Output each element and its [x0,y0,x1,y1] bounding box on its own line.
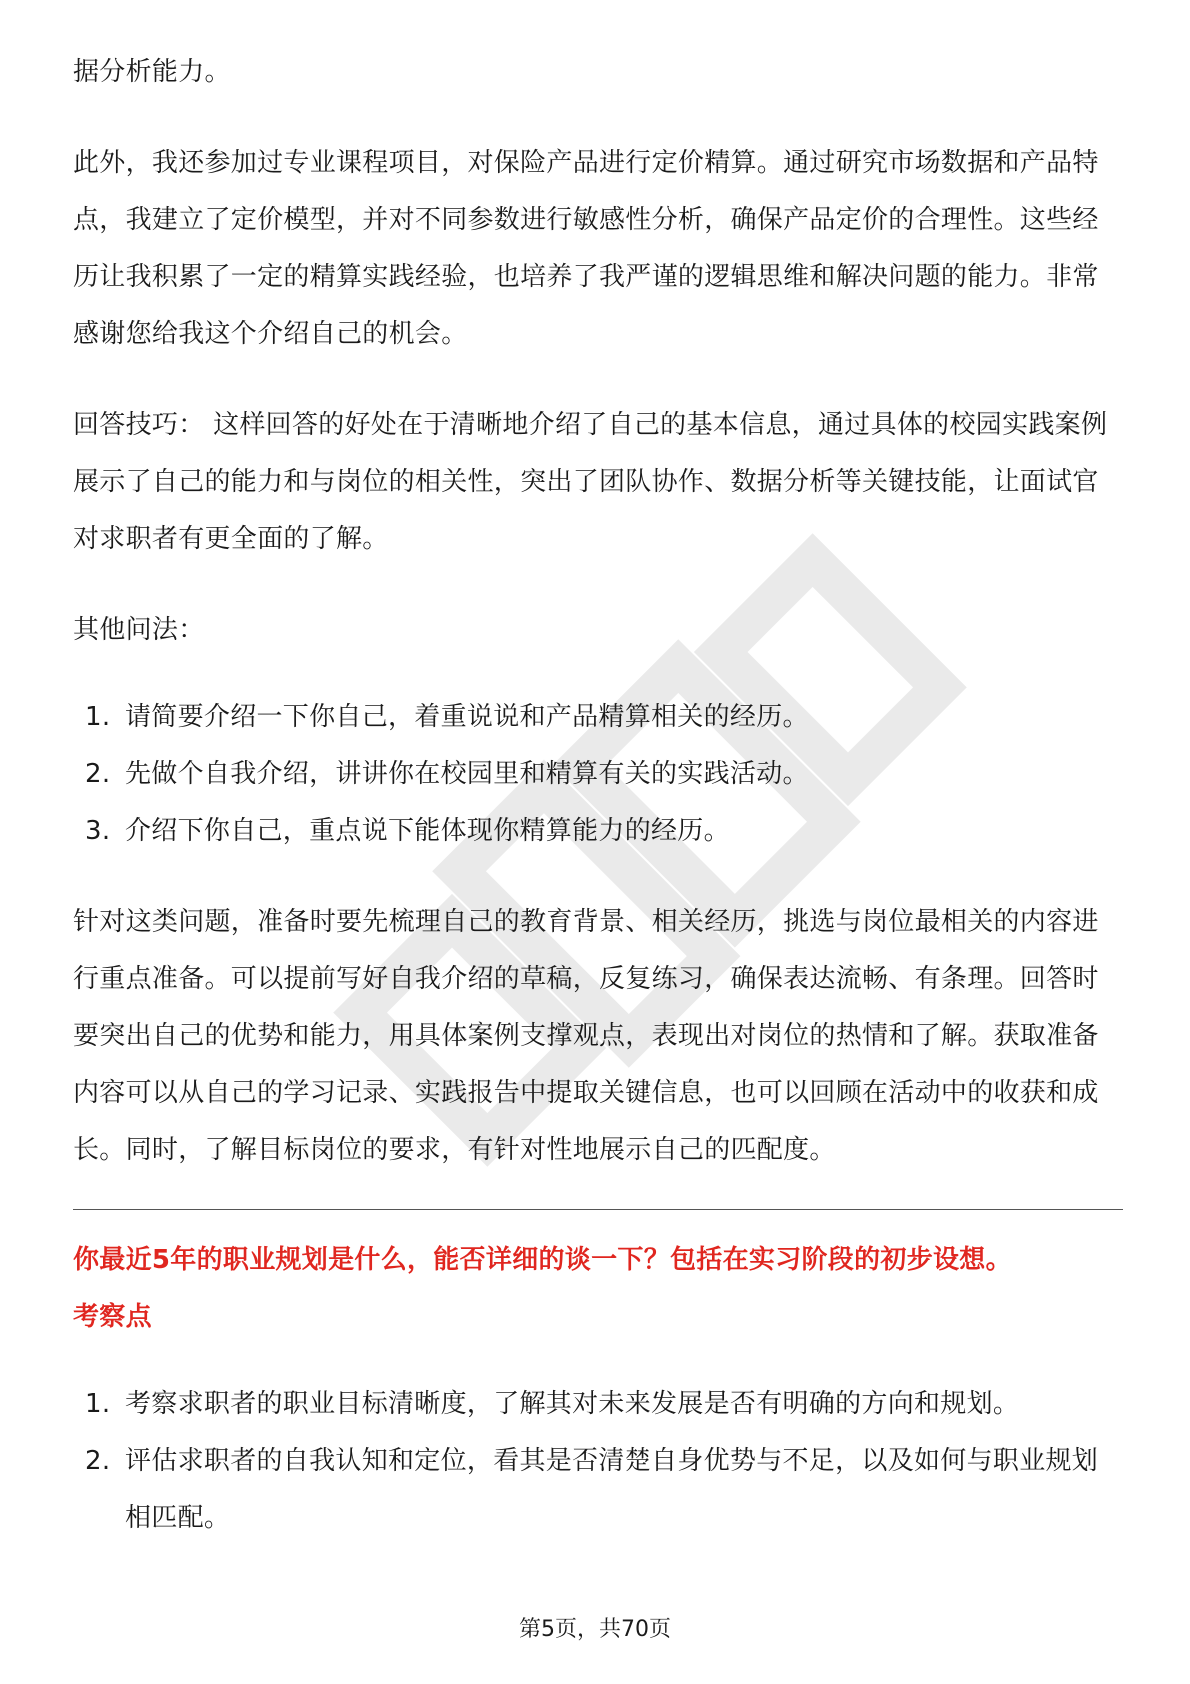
list-item: 2. 先做个自我介绍，讲讲你在校园里和精算有关的实践活动。 [85,759,809,789]
list-item: 1. 考察求职者的职业目标清晰度，了解其对未来发展是否有明确的方向和规划。 [85,1389,1020,1419]
list-item: 3. 介绍下你自己，重点说下能体现你精算能力的经历。 [85,816,730,846]
other-questions-list [73,689,1123,860]
exam-points-list [73,1376,1123,1547]
paragraph: 据分析能力。 [73,57,231,87]
question-title: 你最近5年的职业规划是什么，能否详细的谈一下？包括在实习阶段的初步设想。 [73,1245,1012,1275]
paragraph: 此外，我还参加过专业课程项目，对保险产品进行定价精算。通过研究市场数据和产品特点，我建立了定价模型，并对不同参数进行敏感性分析，确保产品定价的合理性。这些经历让我积累了一定的精算实践经验，也培养了我严谨的逻辑思维和解决问题的能力。非常感谢您给我这个介绍自己的机会。 [73,148,1099,349]
preparation-advice-paragraph: 针对这类问题，准备时要先梳理自己的教育背景、相关经历，挑选与岗位最相关的内容进行重点准备。可以提前写好自我介绍的草稿，反复练习，确保表达流畅、有条理。回答时要突出自己的优势和能力，用具体案例支撑观点，表现出对岗位的热情和了解。获取准备内容可以从自己的学习记录、实践报告中提取关键信息，也可以回顾在活动中的收获和成长。同时，了解目标岗位的要求，有针对性地展示自己的匹配度。 [73,907,1099,1165]
list-item: 1. 请简要介绍一下你自己，着重说说和产品精算相关的经历。 [85,702,809,732]
section-subheading: 考察点 [73,1302,152,1332]
answer-tips-paragraph: 回答技巧： 这样回答的好处在于清晰地介绍了自己的基本信息，通过具体的校园实践案例展示了自己的能力和与岗位的相关性，突出了团队协作、数据分析等关键技能，让面试官对求职者有更全面的了解。 [73,410,1108,554]
list-item: 2. 评估求职者的自我认知和定位，看其是否清楚自身优势与不足，以及如何与职业规划相匹配。 [85,1446,1099,1533]
section-divider [73,1209,1123,1210]
page-footer: 第5页，共70页 [519,1617,671,1642]
document-body [73,44,1123,1547]
other-questions-heading: 其他问法： [73,615,205,645]
